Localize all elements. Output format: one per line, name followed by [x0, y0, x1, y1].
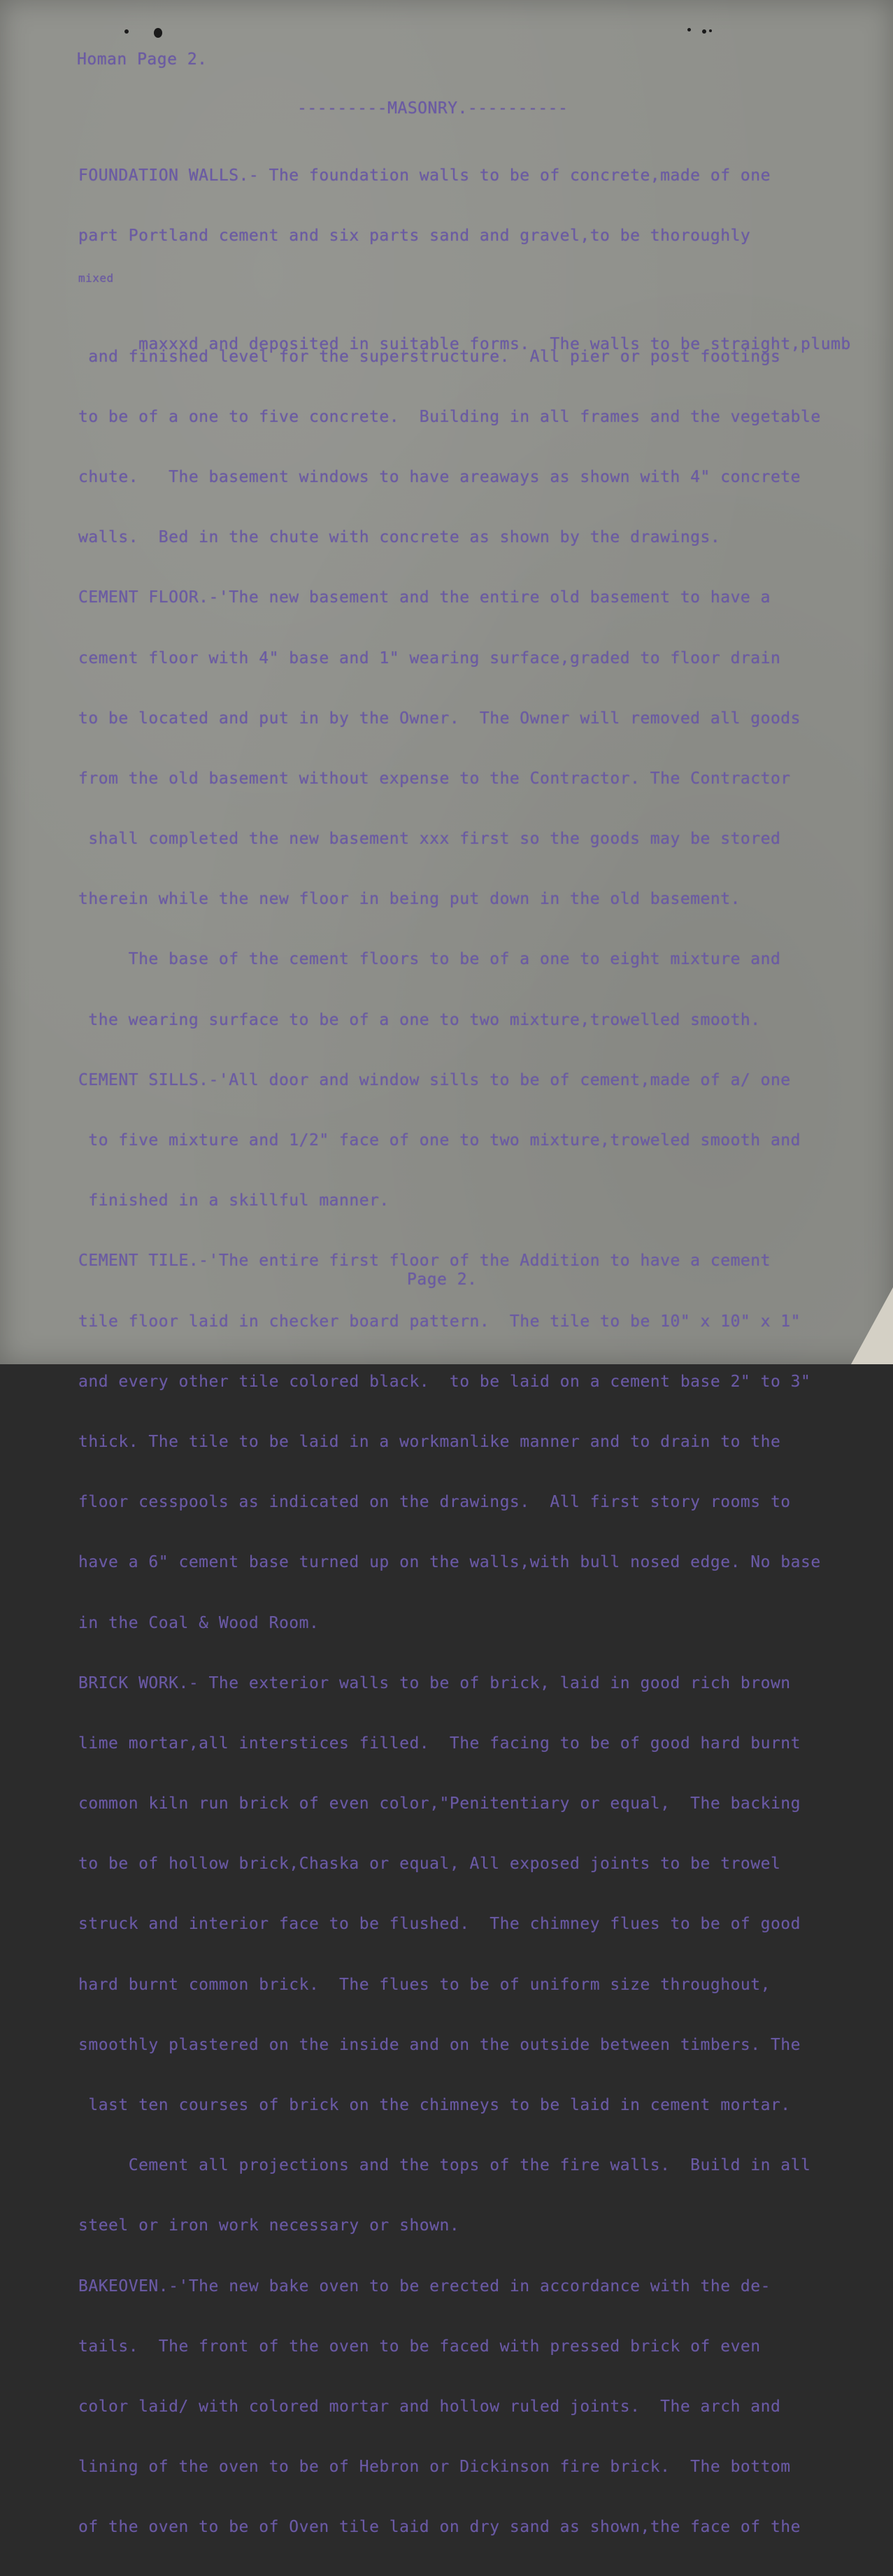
text-line: from the old basement without expense to the Contractor. The Contractor [78, 769, 791, 788]
text-line: struck and interior face to be flushed. The chimney flues to be of good [78, 1915, 801, 1934]
section-title: ---------MASONRY.---------- [297, 99, 569, 118]
text-line: last ten courses of brick on the chimneys to be laid in cement mortar. [78, 2096, 791, 2114]
text-line: shall completed the new basement xxx first so the goods may be stored [78, 830, 781, 849]
text-line: FOUNDATION WALLS.- The foundation walls to be of concrete,made of one [78, 167, 771, 185]
text-line: tails. The front of the oven to be faced with pressed brick of even [78, 2337, 761, 2356]
text-line: BRICK WORK.- The exterior walls to be of brick, laid in good rich brown [78, 1673, 791, 1692]
text-line: walls. Bed in the chute with concrete as shown by the drawings. [78, 528, 721, 547]
text-line: CEMENT SILLS.-'All door and window sills to be of cement,made of a/ one [78, 1070, 791, 1089]
text-line: BAKEOVEN.-'The new bake oven to be erected in accordance with the de- [78, 2277, 771, 2295]
text-line: maxxxd and deposited in suitable forms. The walls to be straight,plumb [138, 334, 851, 353]
text-line: smoothly plastered on the inside and on the outside between timbers. The [78, 2035, 801, 2054]
text-line: floor cesspools as indicated on the drawings. All first story rooms to [78, 1493, 791, 1512]
text-line: CEMENT TILE.-'The entire first floor of the Addition to have a cement [78, 1252, 771, 1271]
text-line: CEMENT FLOOR.-'The new basement and the entire old basement to have a [78, 588, 771, 607]
text-line: steel or iron work necessary or shown. [78, 2216, 460, 2235]
text-line: to be of a one to five concrete. Building in all frames and the vegetable [78, 407, 821, 426]
text-line: therein while the new floor in being put down in the old basement. [78, 890, 741, 909]
text-line: in the Coal & Wood Room. [78, 1613, 320, 1632]
folded-corner [851, 1287, 893, 1364]
text-line: to be located and put in by the Owner. The Owner will removed all goods [78, 709, 801, 728]
text-line: and every other tile colored black. to be laid on a cement base 2" to 3" [78, 1372, 811, 1391]
text-line: part Portland cement and six parts sand and gravel,to be thoroughly [78, 227, 751, 246]
text-line: common kiln run brick of even color,"Penitentiary or equal, The backing [78, 1795, 801, 1813]
text-line: chute. The basement windows to have areaways as shown with 4" concrete [78, 467, 801, 486]
text-line: lining of the oven to be of Hebron or Dickinson fire brick. The bottom [78, 2458, 791, 2477]
ink-speck [687, 28, 691, 31]
text-line: thick. The tile to be laid in a workmanlike manner and to drain to the [78, 1432, 781, 1451]
text-line: of the oven to be of Oven tile laid on dry sand as shown,the face of the [78, 2518, 801, 2537]
text-line: tile floor laid in checker board pattern. The tile to be 10" x 10" x 1" [78, 1312, 801, 1331]
text-line: cement floor with 4" base and 1" wearing surface,graded to floor drain [78, 649, 781, 667]
text-line: to be of hollow brick,Chaska or equal, All exposed joints to be trowel [78, 1855, 781, 1874]
text-line: The base of the cement floors to be of a one to eight mixture and [78, 950, 781, 969]
interline-insertion: mixed [78, 271, 114, 285]
text-line: have a 6" cement base turned up on the walls,with bull nosed edge. No base [78, 1553, 821, 1572]
ink-speck [709, 29, 712, 32]
text-line: lime mortar,all interstices filled. The facing to be of good hard burnt [78, 1734, 801, 1753]
text-line: Cement all projections and the tops of the fire walls. Build in all [78, 2156, 811, 2175]
text-line: and finished level for the superstructure. All pier or post footings [78, 347, 781, 366]
ink-speck [702, 29, 706, 34]
body-text [78, 127, 851, 2576]
text-line: the wearing surface to be of a one to two mixture,trowelled smooth. [78, 1010, 761, 1029]
page-footer: Page 2. [407, 1271, 478, 1289]
text-line: hard burnt common brick. The flues to be of uniform size throughout, [78, 1975, 771, 1994]
ink-speck [124, 29, 129, 34]
ink-blot [154, 28, 162, 38]
text-line: color laid/ with colored mortar and hollow ruled joints. The arch and [78, 2397, 781, 2416]
text-line-with-insert [78, 271, 851, 353]
text-line: to five mixture and 1/2" face of one to two mixture,troweled smooth and [78, 1131, 801, 1149]
text-line: finished in a skillful manner. [78, 1191, 390, 1210]
page-header: Homan Page 2. [77, 50, 208, 69]
